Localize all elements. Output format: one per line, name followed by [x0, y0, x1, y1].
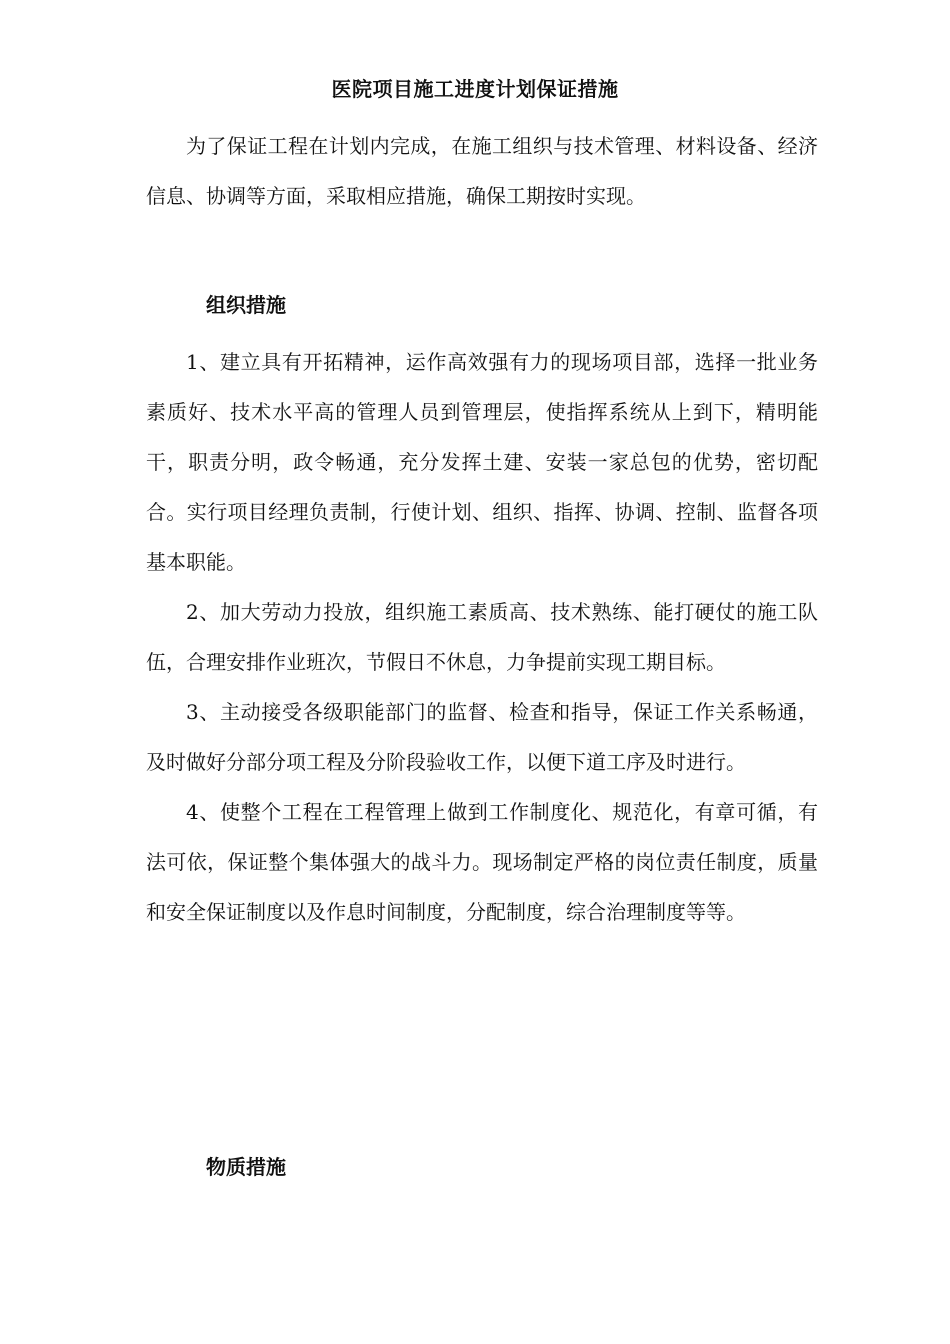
organization-item-2: 2、加大劳动力投放，组织施工素质高、技术熟练、能打硬仗的施工队伍，合理安排作业班次，节假日不休息，力争提前实现工期目标。 [146, 600, 818, 674]
intro-block [146, 121, 818, 221]
document-title: 医院项目施工进度计划保证措施 [331, 77, 619, 101]
section-heading-material: 物质措施 [206, 1155, 286, 1179]
organization-item-4: 4、使整个工程在工程管理上做到工作制度化、规范化，有章可循，有法可依，保证整个集体强大的战斗力。现场制定严格的岗位责任制度，质量和安全保证制度以及作息时间制度，分配制度，综合治理制度等等。 [146, 800, 818, 924]
organization-item-1: 1、建立具有开拓精神，运作高效强有力的现场项目部，选择一批业务素质好、技术水平高的管理人员到管理层，使指挥系统从上到下，精明能干，职责分明，政令畅通，充分发挥土建、安装一家总包的优势，密切配合。实行项目经理负责制，行使计划、组织、指挥、协调、控制、监督各项基本职能。 [146, 350, 818, 574]
section-heading-organization: 组织措施 [206, 293, 286, 317]
organization-section-body [146, 337, 818, 937]
intro-paragraph: 为了保证工程在计划内完成，在施工组织与技术管理、材料设备、经济信息、协调等方面，采取相应措施，确保工期按时实现。 [146, 134, 818, 208]
organization-item-3: 3、主动接受各级职能部门的监督、检查和指导，保证工作关系畅通，及时做好分部分项工程及分阶段验收工作，以便下道工序及时进行。 [146, 700, 818, 774]
